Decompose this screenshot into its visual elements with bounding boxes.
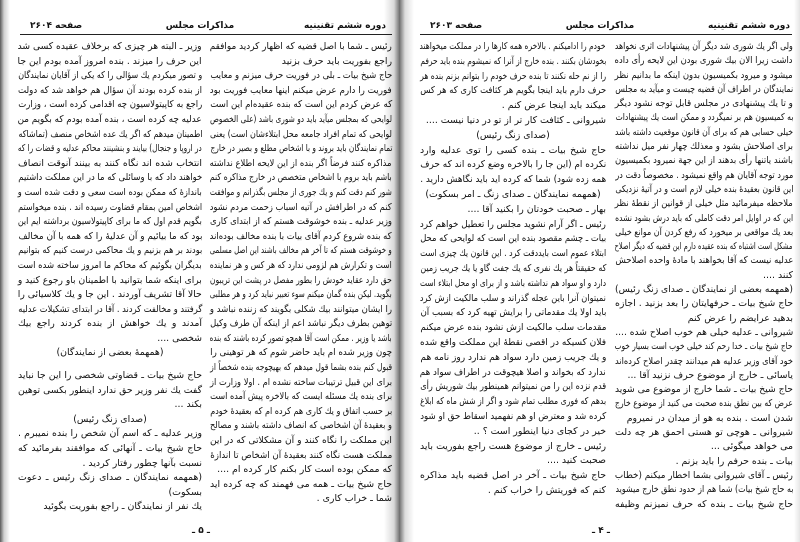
text-line: انتخاب شده اند نگاه کنند به بینند آنوقت انصاف bbox=[18, 157, 202, 169]
text-line: راجع بفوریت باید حرف بزنید bbox=[281, 55, 392, 67]
text-line: نمایندگان در اطراف آن قضیه چیست و میآید به مجلس bbox=[615, 83, 793, 95]
paragraph-gap bbox=[18, 361, 202, 369]
text-line: مشکل است اشتباه که بنده عقیده دارم این قضیه که دیگر اصلاح bbox=[615, 241, 793, 253]
text-line: وزیر ـ البته هر چیزی که برخلاف عقیده کسی شد bbox=[18, 41, 202, 52]
text-line: رئیس ـ اگر آرام نشوید مجلس را تعطیل خواهم کرد bbox=[420, 218, 606, 230]
text-line: خودم را ادامیکنم . بالاخره همه کارها را در مملکت میخواهند bbox=[420, 41, 606, 52]
header-rule bbox=[20, 34, 392, 35]
text-line: یك نفر از نمایندگان ـ راجع بفوریت بگوئید bbox=[43, 501, 202, 513]
text-line: چون وزیر شده ام باید حاضر شوم که هر توهینی را bbox=[210, 347, 392, 359]
text-line: بودند بر هم بزنیم و یك محاکمی درست کنیم که بتوانیم bbox=[18, 245, 202, 257]
text-line: عدلیه چه کرده است ، بنده آمده بودم که بگویم من bbox=[18, 113, 202, 125]
text-line: بدیگران بگوئیم که محاکم ما امروز ساخته شده است bbox=[18, 259, 202, 271]
text-line: کرده شد و معترض او هم نفهمید اسقاط حق او شود bbox=[420, 410, 606, 422]
text-line: باشد یا وزیر . ممکن است آقا همچو تصور کرده باشند که بنده bbox=[210, 332, 392, 344]
text-line: مملکت هست نگاه کنند بعقیدهٔ آن اشخاص تا اندازهٔ bbox=[210, 449, 392, 461]
text-line: بکند ... bbox=[174, 399, 202, 411]
text-line: فلان کسیکه در اقصی نقطهٔ این مملکت واقع شده bbox=[420, 336, 606, 348]
text-line: وزیر عدلیه ـ بنده خوشوقت هستم که از ابتدای کاری bbox=[210, 216, 392, 228]
text-line: توهین بطرف دیگر نباشد اعم از اینکه آن طرف وکیل bbox=[210, 318, 392, 330]
text-line: نکرده ام (این جا را بالاخره وضع کرده اند که حرف bbox=[420, 159, 606, 171]
text-line: حاج شیخ بیات ـ بلی در فوریت حرف میزنم و معایب bbox=[210, 70, 392, 82]
text-line: میشود و میرود بکمیسیون بدون اینکه ما بدانیم نظر bbox=[615, 69, 793, 81]
text-line: حاج شیخ بیات ـ بنده که حرف نمیزنم وظیفه bbox=[615, 498, 793, 510]
header-title: مذاکرات مجلس bbox=[165, 21, 235, 31]
text-line: بهار ـ صحبت خودتان را بکنید آقا .... bbox=[467, 203, 606, 215]
text-line: شور کنم دقت کنم و یك جوری از مجلس بگذرانم و موافقت bbox=[210, 186, 392, 198]
text-line: را از نم حله نکنند تا بنده حرف خودم را بتوانم بزنم بنده هر bbox=[420, 70, 606, 82]
text-line: همه زده شود) شما که کرده اید باید نگاهش دارید . bbox=[420, 174, 606, 186]
text-line: آمدند و یك خواهش از بنده کردند راجع بیك bbox=[18, 318, 202, 330]
header-session: دوره ششم تقنینیه bbox=[303, 21, 386, 31]
text-line: ابتلاء عموم است بایددقت کرد . این قانون یك چیزی است bbox=[420, 248, 606, 260]
text-line: حاج شیخ بیات ـ همه می فهمند که چه کرده اید bbox=[210, 478, 392, 490]
text-line: برای این قبیل ترتیبات ساخته نشده ام . اولا وزارت از bbox=[210, 376, 392, 388]
text-line: حاج شیخ بیات ـ آنهائی که موافقند بفرمائید که bbox=[18, 443, 202, 455]
header-page-number: صفحه ۲۶۰۳ bbox=[430, 21, 483, 31]
text-line: نسبت بآنها چطور رفتار کردید . bbox=[82, 457, 202, 469]
text-line: شیروانی ـ هوچی تو هستی احمق هر چه دلت bbox=[615, 427, 793, 439]
text-line: صحبت کنید .... bbox=[547, 455, 606, 467]
text-line: و خوشوقت هستم که تا آخر هم مخالف باشند این اصل مسلمی bbox=[210, 245, 392, 257]
text-line: فوریت را دارم عرض میکنم اینها معایب فوریت بود bbox=[210, 84, 392, 96]
text-line: شیروانی ـ کثافت کار تر از تو در دنیا نیست .... bbox=[425, 114, 606, 126]
text-line: می خواهد میگوئی ... bbox=[710, 441, 793, 453]
text-line: مقدمات سلب مالکیت ازش نشود بنده عرض میکنم bbox=[420, 322, 606, 334]
text-line: شیروانی ـ عدلیه خیلی هم خوب اصلاح شده .... bbox=[615, 326, 793, 338]
text-line: خود آقای وزیر عدلیه هم میدانند چقدر اصلاح کرده‌اند bbox=[615, 355, 793, 367]
text-line: این که در اوایل امر دقت کاملی که باید درش بشود نشده bbox=[615, 212, 793, 224]
text-line: به کمیسیون هم بر نمیگردد و ممکن است یك پیشنهادات bbox=[615, 112, 793, 124]
text-line: (همهمه بعضی از نمایندگان ـ صدای زنگ رئیس) bbox=[615, 284, 793, 296]
text-line: رئیس ـ خارج از موضوع هست راجع بفوریت باید bbox=[420, 440, 606, 452]
page-footer-number: ـ ۵ ـ bbox=[192, 526, 210, 536]
text-line: و بعقیدهٔ آن اشخاصی که انصاف داشته باشند و مصالح bbox=[210, 420, 392, 432]
text-line: بیات ـ بنده حرفم را باید بزنم . bbox=[675, 455, 793, 467]
text-line: به حاج شیخ بیات) شما هم از حدود نطق خارج میشوید bbox=[615, 484, 793, 496]
text-line: یاسائی ـ خارج از موضوع حرف نزنید آقا ... bbox=[627, 369, 793, 381]
header-title: مذاکرات مجلس bbox=[565, 21, 635, 31]
text-line: عرض که بین نطق بنده صحبت می کنید از موضوع خارج bbox=[615, 398, 793, 410]
text-line: این قانون بعقیدهٔ بنده خیلی لازم است و در آتیهٔ نزدیکی bbox=[615, 183, 793, 195]
text-line: بگویم قدم اول که ما برای کاپیتولاسیون برداشته ایم این bbox=[18, 216, 202, 228]
text-line: حق دارد عقاید خودش را بطور مفصل در پشت این تریبون bbox=[210, 274, 392, 286]
page-footer-number: ـ ۴ ـ bbox=[592, 526, 610, 536]
text-line: که عرض کردم این است که بنده عقیده‌ام این است bbox=[210, 99, 392, 111]
text-line: لوایحی که بمجلس میآید باید دو شوری باشد (علی الخصوص bbox=[210, 113, 392, 125]
text-line: ولی اگر یك شوری شد دیگر آن پیشنهادات اثری نخواهد bbox=[615, 41, 793, 52]
text-line: عدلیه نیست که آقا بخواهند با مادهٔ واحده اصلاحش bbox=[615, 255, 793, 267]
text-line: باید اولا یك مقدماتی را برایش تهیه کرد که بسبب آن bbox=[420, 307, 606, 319]
text-line: ندارد که بخواند و اصلا هیچوقت در اطراف سواد هم bbox=[420, 366, 606, 378]
text-line: بدهم که فوری مطلب تمام شود و اگر از شش ماه که ابلاغ bbox=[420, 396, 606, 408]
header-page-number: صفحه ۲۶۰۴ bbox=[30, 21, 83, 31]
text-line: این مملکت را نگاه کنند و آن مشکلاتی که در این bbox=[210, 435, 392, 447]
text-line: رئیس ـ شما با اصل قضیه که اظهار کردید موافقم bbox=[210, 41, 392, 52]
text-line: راجع به کاپیتولاسیون چه اقدامی کرده است ، وزارت bbox=[18, 99, 202, 111]
text-line: است و تکرارش هم لزومی ندارد که هر کس و هر نماینده bbox=[210, 259, 392, 271]
text-line: شدن است . بنده به هو از میدان در نمیروم bbox=[626, 412, 793, 424]
text-line: وزیر عدلیه ـ که اسم آن شخص را بنده نمیبرم . bbox=[18, 428, 202, 440]
text-line: (همهمهٔ بعضی از نمایندگان) bbox=[56, 347, 164, 359]
text-line: باشند یاتنها رأی بدهند از این جهة نمیرود بکمیسیون bbox=[615, 155, 793, 167]
text-line: در اروپا و جنجال) بیایند و بنشینند محاکم عدلیه و قضات را که bbox=[18, 143, 202, 155]
text-line: بعد یك مواقعی بر میخورد که رفع کردن آن موانع خیلی bbox=[615, 226, 793, 238]
text-line: بود که ما بیائیم و آن عدلیهٔ را که همه با آن مخالف bbox=[18, 230, 202, 242]
text-line: اطمینان میدهم که اگر یك عده اشخاص منصف (تماشاکه bbox=[18, 128, 202, 140]
text-line: دارد و او سواد هم نداشته باشد و از برای او محل ابتلاء است bbox=[420, 277, 606, 289]
text-line: و یك جریب زمین دارد سواد هم ندارد روز نامه هم bbox=[420, 351, 606, 363]
text-line: و تصور میکردم یك سؤالی را که یکی از آقایان نمایندگان bbox=[18, 70, 202, 82]
text-line: نمیتوان آنرا باین عجله گذراند و سلب مالکیت ازش کرد bbox=[420, 292, 606, 304]
text-line: کنند .... bbox=[763, 269, 793, 281]
text-line: کنم که فوریتش را خراب کنم . bbox=[487, 484, 606, 496]
text-line: لوایحی که تمام افراد جامعه محل ابتلاءشان است) یعنی bbox=[210, 128, 392, 140]
text-line: برای اینکه شما بتوانید با اطمینان باو رجوع کنید و bbox=[18, 274, 202, 286]
text-line: مورد توجه آقایان هم واقع نمیشود . مخصوصاً دقت در bbox=[615, 169, 793, 181]
text-line: که ممکن بوده است کار بکنم کار کرده ام .... bbox=[217, 464, 392, 476]
column-right bbox=[210, 40, 392, 507]
text-line: بیات ـ چشم مقصود بنده این است که لوایحی که محل bbox=[420, 233, 606, 245]
text-line: که حقیقتاً هر یك نفری که یك جفت گاو یا یك جریب زمین bbox=[420, 262, 606, 274]
column-left bbox=[18, 40, 202, 515]
text-line: برای اصلاحش بشود و معذلك چهار نفر میل نداشته bbox=[615, 141, 793, 153]
text-line: بسکوت) bbox=[168, 486, 202, 498]
text-line: حاج شیخ بیات ـ بنده کسی را توی عدلیه وارد bbox=[420, 144, 606, 156]
text-line: حرف دارم باید اینجا بگویم هر کثافت کاری که هر کس bbox=[420, 85, 606, 97]
text-line: حاج شیخ بیات ـ شما خارج از موضوع می شوید bbox=[615, 384, 793, 396]
text-line: خواهند داد که با وسائلی که ما در این مملکت داشتیم bbox=[18, 172, 202, 184]
text-line: شما ـ خراب کاری . bbox=[316, 493, 392, 505]
text-line: گرفتند و مخالفت کردند . آقا در ابتدای تشکیلات عدلیه bbox=[18, 303, 202, 315]
text-line: از بنده کرده بودند آن سؤال هم خواهد شد که دولت bbox=[18, 84, 202, 96]
text-line: (صدای زنگ رئیس) bbox=[476, 129, 550, 141]
text-line: قدم نزده این را من نمیتوانم همینطور بیك شوریش رأی bbox=[420, 381, 606, 393]
text-line: مذاکره کنند فرضاً اگر بنده از این لایحه اطلاع نداشته bbox=[210, 157, 392, 169]
text-line: خیلی حسابی هم که برای آن قانون موقعیت داشته باشد bbox=[615, 126, 793, 138]
text-line: حاج شیخ بیات ـ آخر در اصل قضیه باید مذاکره bbox=[420, 470, 606, 482]
text-line: باشم باید بروم با اشخاص متخصص در خارج مذاکره کنم bbox=[210, 172, 392, 184]
text-line: (همهمه نمایندگان ـ صدای زنگ ـ امر بسکوت) bbox=[425, 188, 601, 200]
text-line: را ایشان میتوانند بیك شکلی بگویند که زننده نباشد و bbox=[210, 303, 392, 315]
text-line: گفت یك نفر وزیر حق ندارد اینطور بکسی توهین bbox=[18, 384, 202, 396]
text-line: حاج شیخ بیات ـ خدا رحم کند خیلی خوب است بسیار خوب bbox=[615, 341, 793, 353]
text-line: اشخاص امین بمقام قضاوت رسیده اند . بنده میخواستم bbox=[18, 201, 202, 213]
text-line: حاج شیخ بیات ـ قضاوتی شخصی را این جا نباید bbox=[18, 370, 202, 382]
text-line: بدهید عرایضم را عرض کنم bbox=[687, 312, 793, 324]
text-line: ملاحظه میفرمائید مثل خیلی از قوانین از نقطهٔ نظر bbox=[615, 198, 793, 210]
text-line: برای بنده یك مسئله ایست که بالاخره پیش آمده است bbox=[210, 391, 392, 403]
text-line: بخودشان بکنند . بنده خارج از آنرا که نمیشوم بنده باید حرفم bbox=[420, 55, 606, 67]
column-left bbox=[420, 40, 606, 499]
text-line: که بنده شروع کردم آقای بیات با بنده مخالف بوده‌اند bbox=[210, 230, 392, 242]
text-line: بر حسب اتفاق و یك کاری هم کرده ام که بعقیدهٔ خودم bbox=[210, 405, 392, 417]
text-line: شخصی .... bbox=[157, 332, 202, 344]
text-line: بگوید. لیکن بنده گمان میکنم سوء تعبیر نباید کرد و هر مطلبی bbox=[210, 289, 392, 301]
text-line: رئیس ـ آقای شیروانی بشما اخطار میکنم (خطاب bbox=[615, 469, 793, 481]
text-line: (صدای زنگ رئیس) bbox=[73, 413, 147, 425]
header-rule bbox=[420, 34, 792, 35]
page-2603 bbox=[400, 0, 800, 542]
text-line: (همهمه نمایندگان ـ صدای زنگ رئیس ـ دعوت bbox=[18, 472, 202, 484]
text-line: باندازهٔ که ممکن بوده است سعی و دقت شده است و bbox=[18, 186, 202, 198]
text-line: حاج شیخ بیات ـ حرفهایتان را بعد بزنید . اجازه bbox=[615, 298, 793, 310]
text-line: داشت زیرا الان بیك شوری بودن این لایحه رأی داده bbox=[615, 55, 793, 67]
text-line: میکند باید اینجا عرض کنم . bbox=[501, 100, 606, 112]
column-right bbox=[615, 40, 793, 512]
text-line: قبول کنم بنده بشما قول میدهم که بهیچوجه بنده شخصاً از bbox=[210, 362, 392, 374]
text-line: و تا یك پیشنهادی در مجلس قابل توجه نشود دیگر bbox=[615, 98, 793, 110]
header-session: دوره ششم تقنینیه bbox=[707, 21, 790, 31]
text-line: تمام نمایندگان باید بروند و با اشخاص مطلع و بصیر در خارج bbox=[210, 143, 392, 155]
text-line: این حرف را میزند . بنده امروز آمده بودم این جا bbox=[18, 55, 202, 67]
text-line: خیر در کجای دنیا اینطور است ؟ .. bbox=[473, 425, 606, 437]
text-line: حالا آقا تشریف آوردند . این جا و یك کلاسیائی را bbox=[18, 289, 202, 301]
text-line: کنم که در اطرافش در آتیه اسباب زحمت مردم نشود bbox=[210, 201, 392, 213]
